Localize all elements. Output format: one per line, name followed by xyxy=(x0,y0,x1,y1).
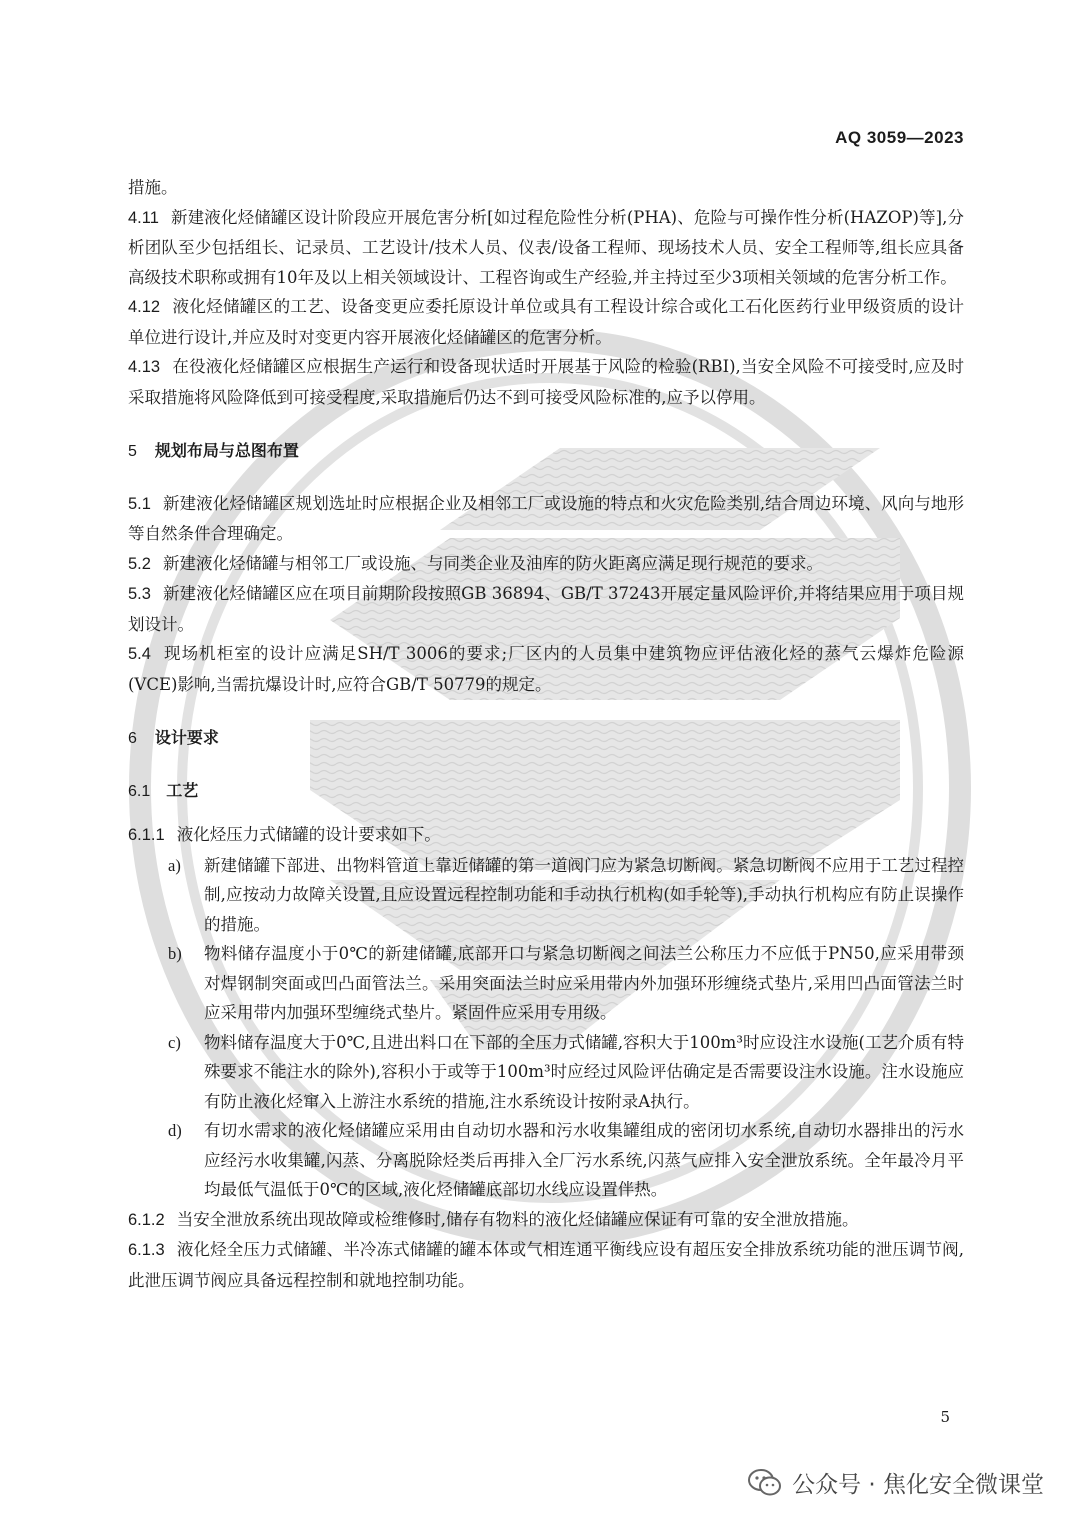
clause-number: 6.1.3 xyxy=(128,1241,165,1259)
clause-number: 5.2 xyxy=(128,554,151,573)
clause-number: 4.11 xyxy=(128,208,159,227)
list-item-letter: d) xyxy=(168,1121,182,1140)
list-item-text: 物料储存温度小于0℃的新建储罐,底部开口与紧急切断阀之间法兰公称压力不应低于PN50,应采用带颈对焊钢制突面或凹凸面管法兰。采用突面法兰时应采用带内外加强环形缠绕式垫片,采用凹凸面管法兰时应采用带内加强环型缠绕式垫片。紧固件应采用专用级。 xyxy=(204,944,964,1022)
footer-watermark xyxy=(748,1466,1044,1499)
clause-text: 规划布局与总图布置 xyxy=(154,441,299,460)
wechat-icon xyxy=(748,1468,782,1498)
clause-paragraph xyxy=(128,352,964,412)
clause-paragraph xyxy=(128,292,964,352)
list-item xyxy=(128,851,964,940)
clause-text: 现场机柜室的设计应满足SH/T 3006的要求;厂区内的人员集中建筑物应评估液化烃的蒸气云爆炸危险源(VCE)影响,当需抗爆设计时,应符合GB/T 50779的规定。 xyxy=(128,644,964,694)
page-number: 5 xyxy=(940,1408,950,1426)
clause-number: 4.12 xyxy=(128,298,161,316)
clause-paragraph xyxy=(128,639,964,699)
clause-text: 新建液化烃储罐区设计阶段应开展危害分析[如过程危险性分析(PHA)、危险与可操作性分析(HAZOP)等],分析团队至少包括组长、记录员、工艺设计/技术人员、仪表/设备工程师、现场技术人员、安全工程师等,组长应具备高级技术职称或拥有10年及以上相关领域设计、工程咨询或生产经验,并主持过至少3项相关领域的危害分析工作。 xyxy=(128,207,964,287)
clause-paragraph xyxy=(128,1235,964,1295)
clause-number: 5 xyxy=(128,443,137,460)
clause-number: 6.1 xyxy=(128,782,151,800)
clause-number: 6.1.2 xyxy=(128,1210,165,1229)
list-item-text: 有切水需求的液化烃储罐应采用由自动切水器和污水收集罐组成的密闭切水系统,自动切水器排出的污水应经污水收集罐,闪蒸、分离脱除烃类后再排入全厂污水系统,闪蒸气应排入安全泄放系统。全年最冷月平均最低气温低于0℃的区域,液化烃储罐底部切水线应设置伴热。 xyxy=(204,1121,964,1199)
clause-number: 6 xyxy=(128,730,137,747)
clause-text: 措施。 xyxy=(128,178,178,197)
clause-text: 新建液化烃储罐与相邻工厂或设施、与同类企业及油库的防火距离应满足现行规范的要求。 xyxy=(162,553,823,573)
clause-number: 5.1 xyxy=(128,494,151,513)
clause-number: 4.13 xyxy=(128,358,161,376)
subsection-heading xyxy=(128,776,964,807)
clause-text: 新建液化烃储罐区规划选址时应根据企业及相邻工厂或设施的特点和火灾危险类别,结合周边环境、风向与地形等自然条件合理确定。 xyxy=(128,493,964,543)
section-heading xyxy=(128,436,964,467)
clause-text: 设计要求 xyxy=(154,728,219,747)
clause-paragraph xyxy=(128,203,964,293)
list-item xyxy=(128,1116,964,1205)
clause-number: 5.3 xyxy=(128,585,151,603)
clause-number: 5.4 xyxy=(128,645,151,663)
list-item-text: 物料储存温度大于0℃,且进出料口在下部的全压力式储罐,容积大于100m³时应设注水设施(工艺介质有特殊要求不能注水的除外),容积小于或等于100m³时应经过风险评估确定是否需要设注水设施。注水设施应有防止液化烃窜入上游注水系统的措施,注水系统设计按附录A执行。 xyxy=(204,1032,964,1111)
clause-paragraph xyxy=(128,489,964,549)
clause-text: 新建液化烃储罐区应在项目前期阶段按照GB 36894、GB/T 37243开展定量风险评价,并将结果应用于项目规划设计。 xyxy=(128,584,964,634)
clause-paragraph xyxy=(128,1205,964,1236)
clause-text: 液化烃压力式储罐的设计要求如下。 xyxy=(176,825,441,844)
clause-number: 6.1.1 xyxy=(128,826,165,844)
standard-code: AQ 3059—2023 xyxy=(835,128,964,147)
list-item-letter: b) xyxy=(168,944,182,963)
clause-paragraph xyxy=(128,173,964,203)
section-heading xyxy=(128,723,964,754)
document-body xyxy=(128,173,964,1295)
clause-text: 当安全泄放系统出现故障或检维修时,储存有物料的液化烃储罐应保证有可靠的安全泄放措施。 xyxy=(176,1209,859,1229)
clause-text: 液化烃全压力式储罐、半冷冻式储罐的罐本体或气相连通平衡线应设有超压安全排放系统功能的泄压调节阀,此泄压调节阀应具备远程控制和就地控制功能。 xyxy=(128,1240,964,1290)
list-item-letter: c) xyxy=(168,1032,181,1052)
clause-paragraph xyxy=(128,820,964,851)
list-item-text: 新建储罐下部进、出物料管道上靠近储罐的第一道阀门应为紧急切断阀。紧急切断阀不应用于工艺过程控制,应按动力故障关设置,且应设置远程控制功能和手动执行机构(如手轮等),手动执行机构应有防止误操作的措施。 xyxy=(204,855,964,934)
list-item-letter: a) xyxy=(168,855,181,875)
list-item xyxy=(128,939,964,1028)
list-item xyxy=(128,1028,964,1117)
clause-paragraph xyxy=(128,549,964,580)
clause-text: 在役液化烃储罐区应根据生产运行和设备现状适时开展基于风险的检验(RBI),当安全风险不可接受时,应及时采取措施将风险降低到可接受程度,采取措施后仍达不到可接受风险标准的,应予以停用。 xyxy=(128,357,964,407)
clause-text: 工艺 xyxy=(166,780,199,800)
clause-paragraph xyxy=(128,579,964,639)
clause-text: 液化烃储罐区的工艺、设备变更应委托原设计单位或具有工程设计综合或化工石化医药行业甲级资质的设计单位进行设计,并应及时对变更内容开展液化烃储罐区的危害分析。 xyxy=(128,297,964,347)
footer-text: 公众号 · 焦化安全微课堂 xyxy=(792,1472,1044,1498)
